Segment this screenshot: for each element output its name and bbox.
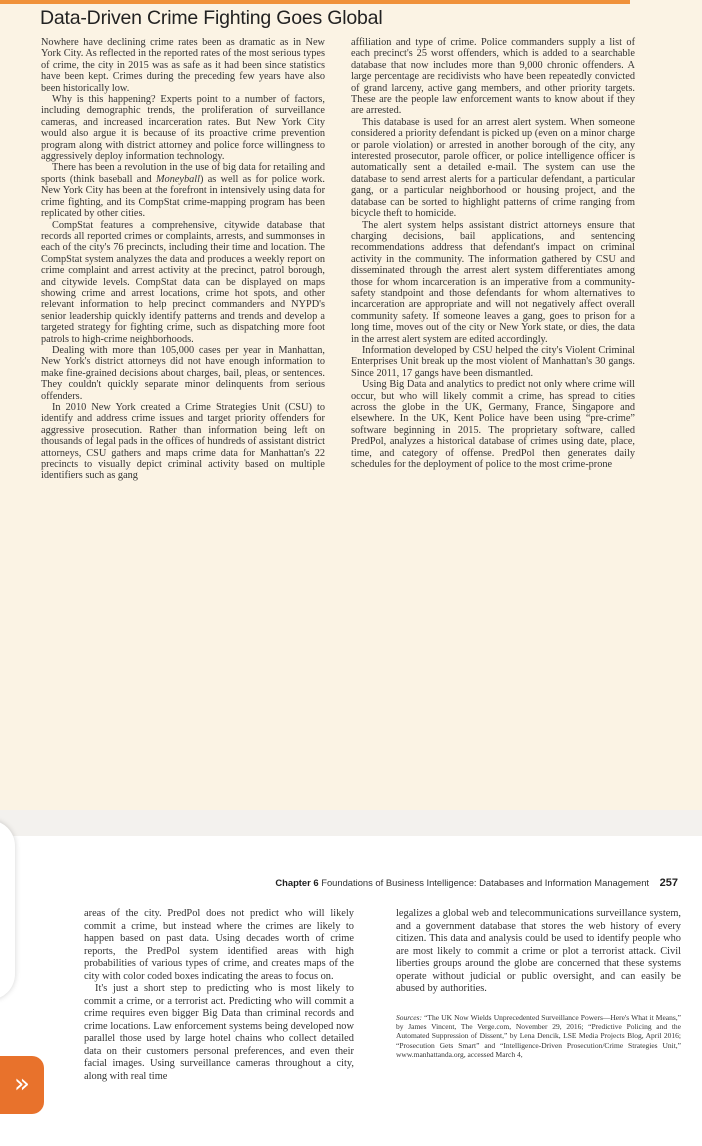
paragraph: Using Big Data and analytics to predict not only where crime will occur, but who will likely commit a crime, has spread to cities across the globe in the UK, Germany, France, Singapore and elsewhere. In the UK, Kent Police have been using “pre-crime” software beginning in 2015. The proprietary software, called PredPol, analyzes a historical database of crimes using date, place, time, and category of offense. PredPol then generates daily schedules for the deployment of police to the most crime-prone bbox=[351, 379, 635, 471]
next-page-button[interactable] bbox=[0, 1056, 44, 1114]
paragraph: Nowhere have declining crime rates been as dramatic as in New York City. As reflected in the reported rates of the most serious types of crime, the city in 2015 was as safe as it had been since statistics have been kept. Crimes during the preceding few years have also been historically low. bbox=[41, 37, 325, 94]
paragraph: This database is used for an arrest alert system. When someone considered a priority defendant is picked up (even on a minor charge or parole violation) or arrested in another borough of the city, any interested prosecutor, parole officer, or police intelligence officer is automatically sent a detailed e-mail. The system can use the database to send arrest alerts for a particular defendant, a particular gang, or a particular neighborhood or housing project, and the database can be sorted to highlight patterns of crime ranging from bicycle theft to homicide. bbox=[351, 116, 635, 220]
page1-column-right bbox=[351, 37, 635, 470]
double-chevron-right-icon: » bbox=[14, 1069, 30, 1099]
paragraph: In 2010 New York created a Crime Strategies Unit (CSU) to identify and address crime issues and target priority offenders for aggressive prosecution. Rather than information being left on thousands of legal pads in the offices of hundreds of assistant district attorneys, CSU gathers and maps crime data for Manhattan's 22 precincts to visually depict criminal activity based on multiple identifiers such as gang bbox=[41, 402, 325, 482]
paragraph: Dealing with more than 105,000 cases per year in Manhattan, New York's district attorneys did not have enough information to make fine-grained decisions about charges, bail, pleas, or sentences. They couldn't quickly separate minor delinquents from serious offenders. bbox=[41, 344, 325, 402]
paragraph: CompStat features a comprehensive, citywide database that records all reported crimes or complaints, arrests, and summonses in each of the city's 76 precincts, including their time and location. The CompStat system analyzes the data and produces a weekly report on crime complaint and arrest activity at the precinct, patrol borough, and citywide levels. CompStat data can be displayed on maps showing crime and arrest locations, crime hot spots, and other relevant information to help precinct commanders and NYPD's senior leadership quickly identify patterns and trends and develop a targeted strategy for fighting crime, such as dispatching more foot patrols to high-crime neighborhoods. bbox=[41, 219, 325, 345]
sources-label: Sources: bbox=[396, 1013, 422, 1022]
paragraph: legalizes a global web and telecommunications surveillance system, and a government database that stores the web history of every citizen. This data and analysis could be used to identify people who are most likely to commit a crime or plot a terrorist attack. Civil liberties groups around the globe are concerned that these systems operate without judicial or public oversight, and can easily be abused by authorities. bbox=[396, 908, 681, 994]
page2-column-right bbox=[396, 908, 681, 996]
paragraph: It's just a short step to predicting who is most likely to commit a crime, or a terrorist act. Predicting who will commit a crime requires even bigger Big Data than criminal records and crime locations. Law enforcement systems being developed now parallel those used by large hotel chains who collect detailed data on their customers personal preferences, and even their facial images. Using surveillance cameras throughout a city, along with real time bbox=[84, 983, 354, 1082]
book-title: Moneyball bbox=[155, 173, 201, 185]
page-gap bbox=[0, 810, 702, 836]
accent-bar bbox=[0, 0, 630, 4]
paragraph: affiliation and type of crime. Police commanders supply a list of each precinct's 25 worst offenders, which is added to a searchable database that now includes more than 9,000 chronic offenders. A large percentage are recidivists who have been repeatedly convicted of grand larceny, active gang members, and other priority targets. These are the people law enforcement wants to know about if they are arrested. bbox=[351, 37, 635, 117]
paragraph: There has been a revolution in the use of big data for retailing and sports (think baseball and Moneyball) as well as for police work. New York City has been at the forefront in intensively using data for crime fighting, and its CompStat crime-mapping program has been replicated by other cities. bbox=[41, 162, 325, 220]
page-number: 257 bbox=[659, 877, 678, 889]
paragraph: Why is this happening? Experts point to a number of factors, including demographic trends, the proliferation of surveillance cameras, and increased incarceration rates. But New York City would also argue it is because of its proactive crime prevention program along with district attorney and police force willingness to aggressively deploy information technology. bbox=[41, 94, 325, 163]
chapter-label: Chapter 6 bbox=[275, 877, 319, 888]
chapter-title: Foundations of Business Intelligence: Databases and Information Management bbox=[321, 877, 650, 888]
page1-column-left bbox=[41, 37, 325, 482]
paragraph: The alert system helps assistant district attorneys ensure that charging decisions, bail applications, and sentencing recommendations address that defendant's impact on criminal activity in the community. The information gathered by CSU and disseminated through the arrest alert system differentiates among those for whom incarceration is an imperative from a community-safety standpoint and those defendants for whom alternatives to incarceration are appropriate and will not negatively affect overall community safety. If someone leaves a gang, goes to prison for a long time, moves out of the city or New York state, or dies, the data in the arrest alert system are edited accordingly. bbox=[351, 219, 635, 345]
paragraph: areas of the city. PredPol does not predict who will likely commit a crime, but instead where the crimes are likely to happen based on past data. Using decades worth of crime reports, the PredPol system identified areas with high probabilities of various types of crime, and creates maps of the city with color coded boxes indicating the areas to focus on. bbox=[84, 908, 354, 982]
page-257-continued bbox=[0, 836, 702, 1146]
page2-column-left bbox=[84, 908, 354, 1083]
running-header bbox=[0, 877, 678, 889]
sources-text: “The UK Now Wields Unprecedented Surveillance Powers—Here's What it Means,” by James Vincent, The Verge.com, November 29, 2016; “Predictive Policing and the Automated Suppression of Dissent,” by Lena Dencik, LSE Media Projects Blog, April 2016; “Prosecution Gets Smart” and “Intelligence-Driven Prosecution/Crime Strategies Unit,” www.manhattanda.org, accessed March 4, bbox=[396, 1013, 681, 1059]
sources-note bbox=[396, 1013, 681, 1059]
case-title: Data-Driven Crime Fighting Goes Global bbox=[40, 7, 383, 29]
paragraph: Information developed by CSU helped the city's Violent Criminal Enterprises Unit break up the most violent of Manhattan's 30 gangs. Since 2011, 17 gangs have been dismantled. bbox=[351, 344, 635, 379]
side-panel-tab[interactable] bbox=[0, 820, 15, 1000]
